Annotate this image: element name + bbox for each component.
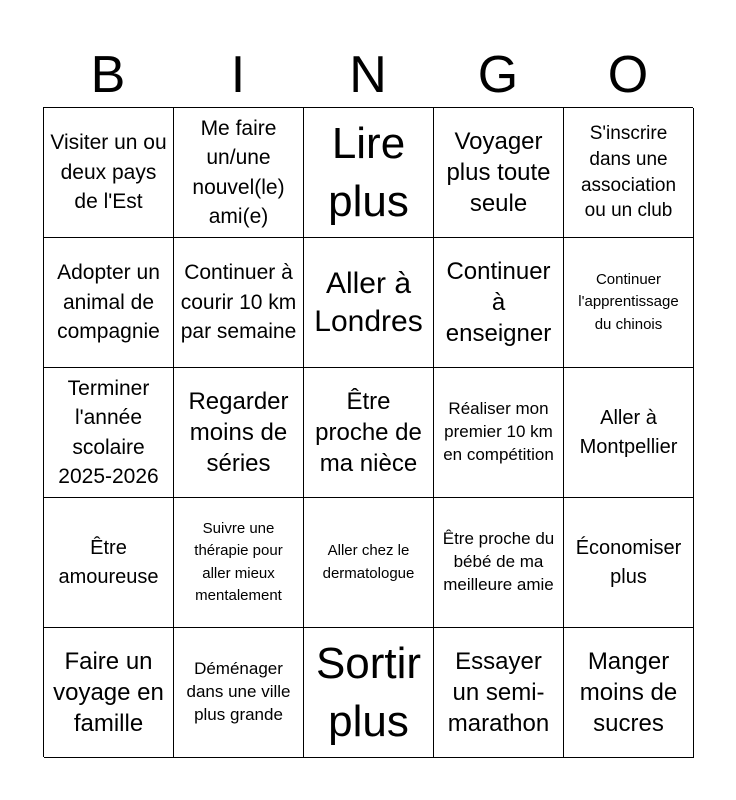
bingo-cell[interactable] [304, 628, 434, 758]
header-letter-o: O [607, 46, 649, 104]
bingo-cell[interactable] [564, 628, 694, 758]
bingo-cell[interactable] [304, 498, 434, 628]
bingo-header [43, 44, 693, 106]
header-letter-i: I [230, 46, 246, 104]
bingo-board [43, 107, 693, 757]
bingo-cell[interactable] [564, 498, 694, 628]
cell-text: Aller à Londres [314, 267, 423, 338]
cell-text: Réaliser mon premier 10 km en compétition [443, 399, 554, 464]
cell-text: Continuer à courir 10 km par semaine [180, 261, 297, 344]
cell-text: Économiser plus [575, 536, 682, 588]
bingo-cell[interactable] [44, 498, 174, 628]
header-letter-g: G [477, 46, 519, 104]
header-letter-b: B [90, 46, 126, 104]
bingo-cell[interactable] [174, 108, 304, 238]
cell-text: Lire plus [328, 119, 409, 226]
cell-text: Adopter un animal de compagnie [57, 261, 160, 344]
bingo-cell[interactable] [44, 368, 174, 498]
header-letter-n: N [349, 46, 387, 104]
bingo-cell[interactable] [174, 368, 304, 498]
cell-text: Sortir plus [315, 639, 422, 746]
bingo-cell[interactable] [434, 628, 564, 758]
cell-text: Suivre une thérapie pour aller mieux mentalement [194, 519, 283, 604]
bingo-cell[interactable] [44, 628, 174, 758]
cell-text: Voyager plus toute seule [446, 127, 551, 218]
bingo-cell[interactable] [44, 238, 174, 368]
bingo-cell[interactable] [304, 368, 434, 498]
bingo-cell[interactable] [564, 368, 694, 498]
cell-text: Manger moins de sucres [579, 647, 678, 738]
bingo-cell[interactable] [564, 238, 694, 368]
bingo-cell[interactable] [174, 498, 304, 628]
bingo-cell[interactable] [304, 108, 434, 238]
cell-text: Être proche de ma nièce [315, 387, 422, 478]
bingo-cell[interactable] [434, 368, 564, 498]
cell-text: S'inscrire dans une association ou un club [580, 123, 677, 222]
bingo-cell[interactable] [174, 628, 304, 758]
cell-text: Regarder moins de séries [188, 387, 289, 478]
cell-text: Aller chez le dermatologue [322, 542, 415, 582]
cell-text: Déménager dans une ville plus grande [186, 659, 291, 724]
bingo-cell[interactable] [304, 238, 434, 368]
cell-text: Continuer l'apprentissage du chinois [578, 270, 679, 333]
cell-text: Aller à Montpellier [579, 406, 678, 458]
cell-text: Essayer un semi-marathon [447, 647, 550, 738]
bingo-cell[interactable] [434, 108, 564, 238]
bingo-cell[interactable] [434, 238, 564, 368]
cell-text: Terminer l'année scolaire 2025-2026 [58, 376, 159, 488]
bingo-cell[interactable] [434, 498, 564, 628]
bingo-cell[interactable] [44, 108, 174, 238]
cell-text: Faire un voyage en famille [53, 647, 164, 738]
cell-text: Me faire un/une nouvel(le) ami(e) [192, 116, 285, 228]
cell-text: Continuer à enseigner [445, 257, 552, 348]
cell-text: Être proche du bébé de ma meilleure amie [442, 529, 555, 594]
bingo-cell[interactable] [174, 238, 304, 368]
cell-text: Visiter un ou deux pays de l'Est [50, 131, 167, 214]
bingo-cell[interactable] [564, 108, 694, 238]
cell-text: Être amoureuse [58, 536, 159, 588]
